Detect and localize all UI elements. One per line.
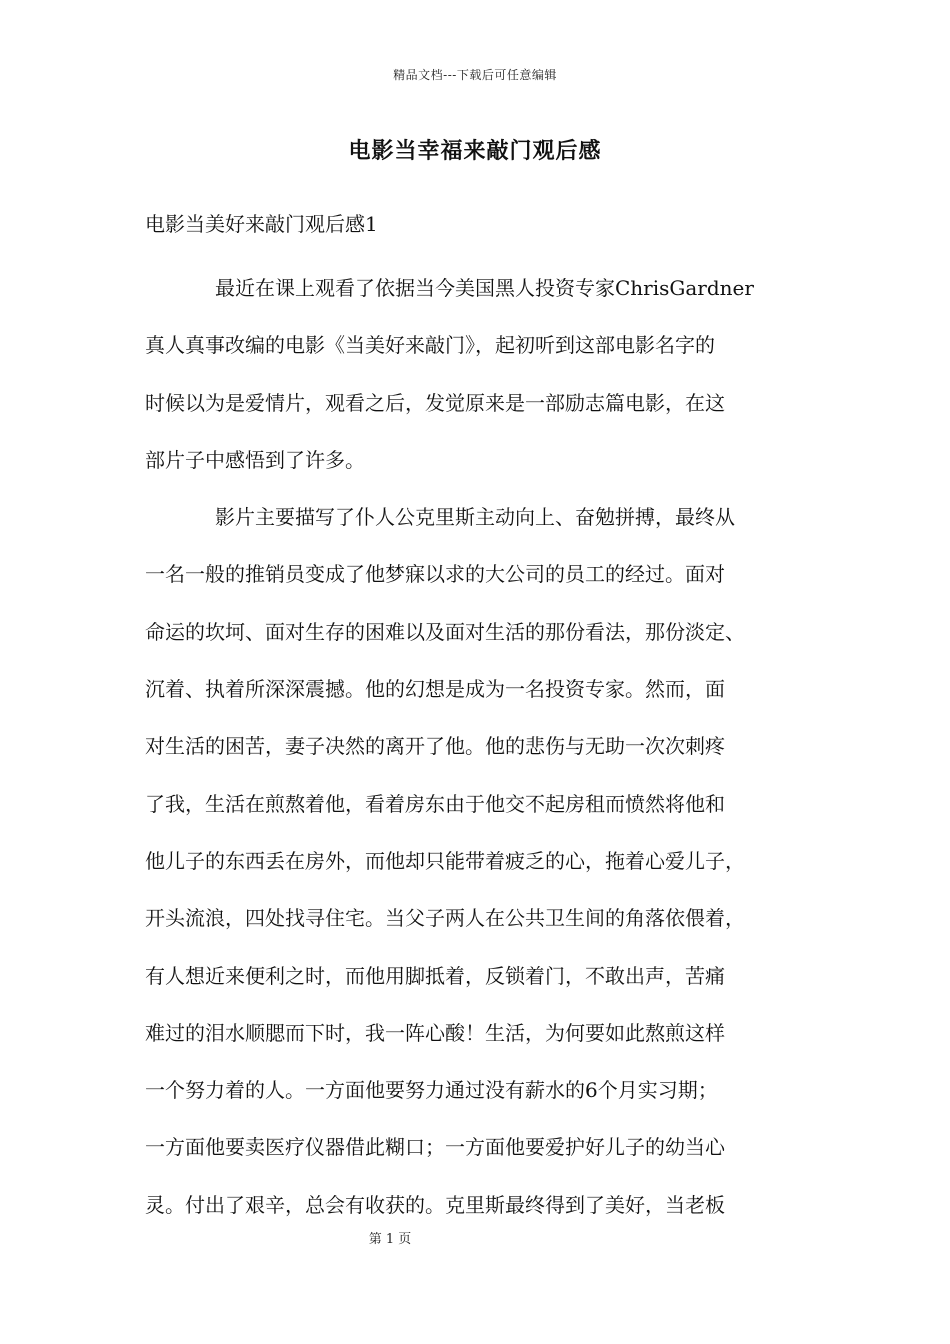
paragraph-line: 灵。付出了艰辛，总会有收获的。克里斯最终得到了美好，当老板	[145, 1192, 725, 1217]
paragraph-line: 一个努力着的人。一方面他要努力通过没有薪水的6个月实习期；	[145, 1078, 718, 1103]
page-number: 第 1 页	[368, 1232, 412, 1247]
paragraph-line: 难过的泪水顺腮而下时，我一阵心酸！生活，为何要如此熬煎这样	[145, 1020, 725, 1045]
paragraph-line: 开头流浪，四处找寻住宅。当父子两人在公共卫生间的角落依偎着，	[145, 906, 745, 931]
paragraph-line: 命运的坎坷、面对生存的困难以及面对生活的那份看法，那份淡定、	[145, 619, 745, 644]
paragraph-line: 最近在课上观看了依据当今美国黑人投资专家ChrisGardner	[215, 276, 754, 300]
paragraph-line: 时候以为是爱情片，观看之后，发觉原来是一部励志篇电影，在这	[145, 390, 725, 415]
document-body	[145, 260, 805, 1234]
paragraph-line: 了我，生活在煎熬着他，看着房东由于他交不起房租而愤然将他和	[145, 791, 725, 816]
paragraph-line: 真人真事改编的电影《当美好来敲门》，起初听到这部电影名字的	[145, 333, 715, 358]
paragraph-line: 对生活的困苦，妻子决然的离开了他。他的悲伤与无助一次次刺疼	[145, 734, 725, 759]
paragraph-line: 部片子中感悟到了许多。	[145, 447, 365, 472]
paragraph-line: 沉着、执着所深深震撼。他的幻想是成为一名投资专家。然而，面	[145, 677, 725, 702]
paragraph-line: 一名一般的推销员变成了他梦寐以求的大公司的员工的经过。面对	[145, 562, 725, 587]
document-title: 电影当幸福来敲门观后感	[348, 138, 602, 164]
section-heading: 电影当美好来敲门观后感1	[145, 212, 378, 236]
paragraph-line: 影片主要描写了仆人公克里斯主动向上、奋勉拼搏，最终从	[215, 505, 735, 530]
paragraph-line: 有人想近来便利之时，而他用脚抵着，反锁着门，不敢出声，苦痛	[145, 963, 725, 988]
page-header: 精品文档---下载后可任意编辑	[393, 68, 557, 82]
paragraph-line: 一方面他要卖医疗仪器借此糊口；一方面他要爱护好儿子的幼当心	[145, 1135, 725, 1160]
paragraph-line: 他儿子的东西丢在房外，而他却只能带着疲乏的心，拖着心爱儿子，	[145, 848, 745, 873]
